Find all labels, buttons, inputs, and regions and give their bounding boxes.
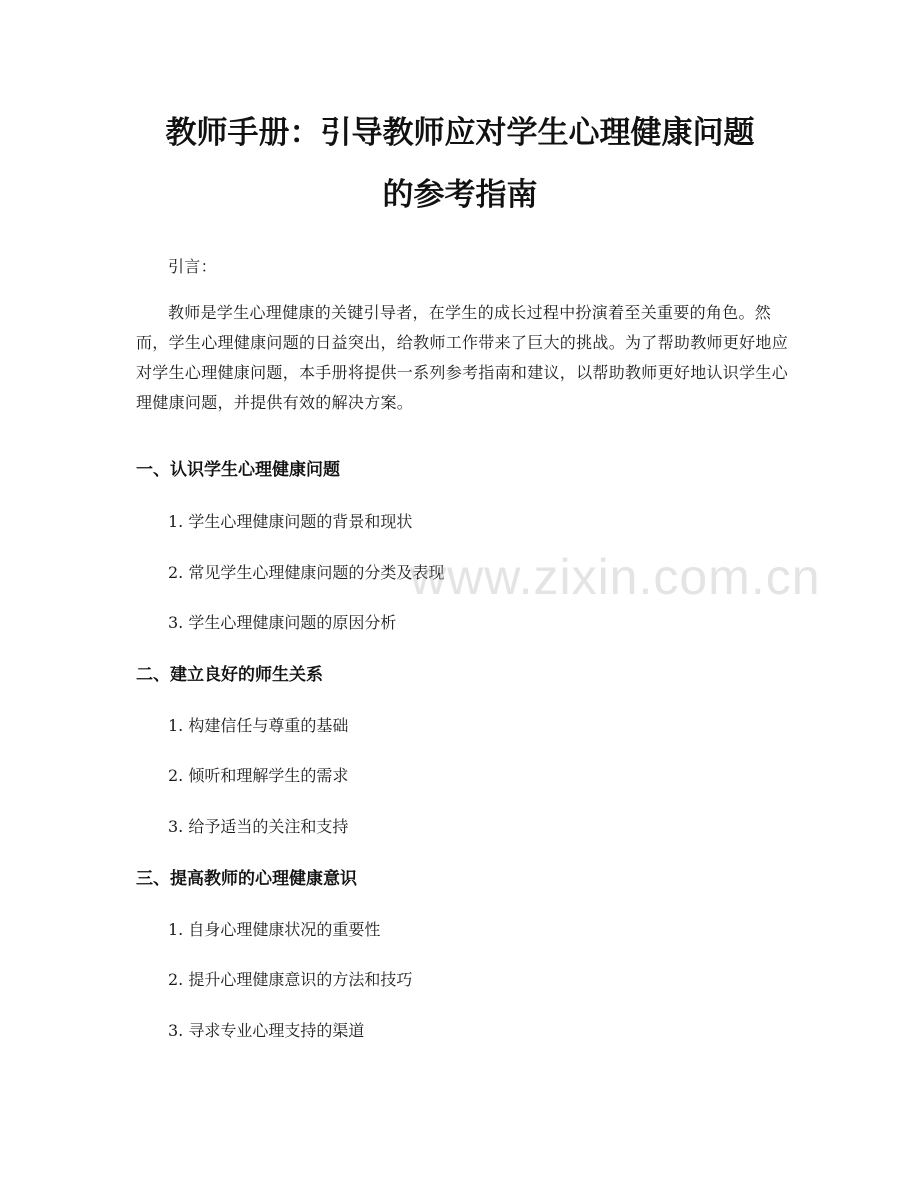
intro-label: 引言： — [168, 257, 217, 276]
watermark: www.zixin.com.cn — [410, 549, 821, 605]
document-title-line-2: 的参考指南 — [382, 177, 538, 213]
section-1-heading: 一、认识学生心理健康问题 — [136, 460, 340, 480]
section-3-heading: 三、提高教师的心理健康意识 — [136, 869, 357, 889]
section-2-item-1: 1. 构建信任与尊重的基础 — [168, 716, 349, 735]
document-title-line-1: 教师手册：引导教师应对学生心理健康问题 — [165, 115, 755, 151]
section-1-item-3: 3. 学生心理健康问题的原因分析 — [168, 613, 397, 632]
section-2-item-3: 3. 给予适当的关注和支持 — [168, 817, 349, 836]
section-3-item-2: 2. 提升心理健康意识的方法和技巧 — [168, 970, 413, 989]
section-3-item-3: 3. 寻求专业心理支持的渠道 — [168, 1021, 365, 1040]
section-3-item-1: 1. 自身心理健康状况的重要性 — [168, 920, 381, 939]
section-2-heading: 二、建立良好的师生关系 — [136, 665, 323, 685]
section-1-item-1: 1. 学生心理健康问题的背景和现状 — [168, 512, 413, 531]
section-1-item-2: 2. 常见学生心理健康问题的分类及表现 — [168, 563, 445, 582]
intro-paragraph: 教师是学生心理健康的关键引导者，在学生的成长过程中扮演着至关重要的角色。然而，学生心理健康问题的日益突出，给教师工作带来了巨大的挑战。为了帮助教师更好地应对学生心理健康问题，本手册将提供一系列参考指南和建议，以帮助教师更好地认识学生心理健康问题，并提供有效的解决方案。 — [136, 303, 789, 412]
section-2-item-2: 2. 倾听和理解学生的需求 — [168, 766, 349, 785]
